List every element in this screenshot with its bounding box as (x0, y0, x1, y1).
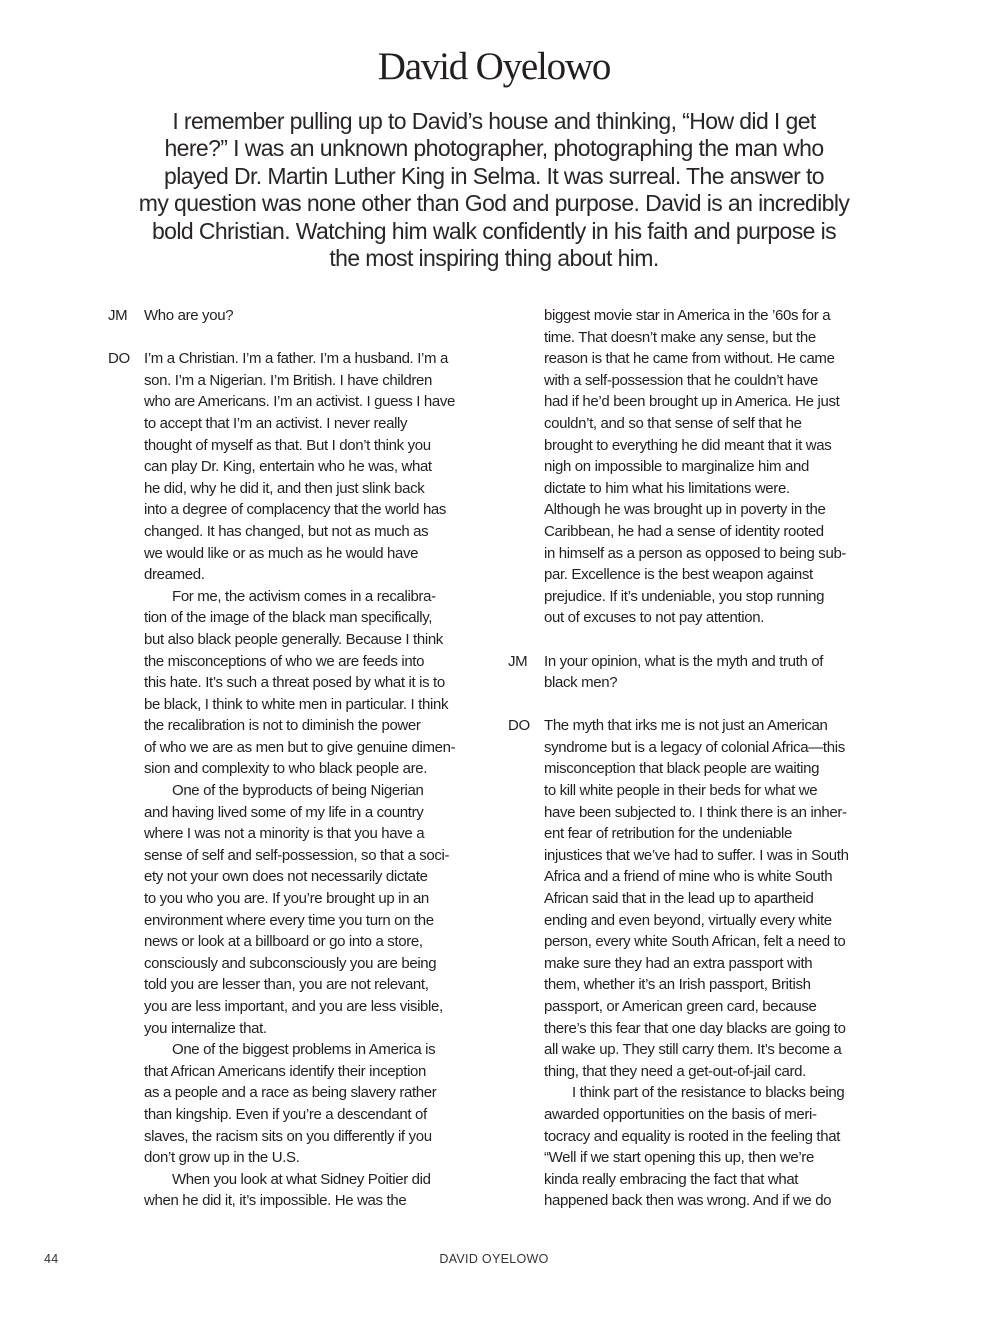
text-line: biggest movie star in America in the ’60s for a (544, 307, 831, 324)
text-line: I think part of the resistance to blacks being (572, 1084, 845, 1102)
text-line: sense of self and self-possession, so that a soci- (144, 846, 450, 864)
text-line: of who we are as men but to give genuine dimen- (144, 738, 456, 756)
text-line: black men? (544, 674, 618, 692)
text-line: happened back then was wrong. And if we do (544, 1192, 832, 1210)
qa-block (108, 348, 488, 1212)
text-line: For me, the activism comes in a recalibra- (172, 587, 436, 605)
text-line: all wake up. They still carry them. It’s become a (544, 1041, 842, 1059)
text-line: changed. It has changed, but not as much as (144, 522, 429, 540)
text-line: you internalize that. (144, 1019, 267, 1037)
text-line: prejudice. If it’s undeniable, you stop running (544, 587, 825, 605)
intro-line: played Dr. Martin Luther King in Selma. It was surreal. The answer to (164, 162, 824, 189)
intro-line: here?” I was an unknown photographer, photographing the man who (164, 135, 824, 162)
qa-block (508, 305, 888, 629)
page-number: 44 (44, 1252, 59, 1266)
text-line: sion and complexity to who black people are. (144, 760, 428, 778)
intro-line: I remember pulling up to David’s house and thinking, “How did I get (172, 108, 816, 134)
text-line: the recalibration is not to diminish the power (144, 717, 421, 735)
paragraph (544, 651, 888, 694)
speaker-label: DO (508, 717, 530, 735)
text-line: the misconceptions of who we are feeds into (144, 652, 425, 670)
text-line: One of the biggest problems in America is (172, 1041, 436, 1059)
text-line: kinda really embracing the fact that what (544, 1170, 799, 1188)
text-line: In your opinion, what is the myth and truth of (544, 652, 824, 670)
text-line: ending and even beyond, virtually every white (544, 911, 832, 929)
paragraph (144, 586, 488, 780)
intro-line: bold Christian. Watching him walk confidently in his faith and purpose is (151, 217, 837, 244)
text-line: to you who you are. If you’re brought up in an (144, 890, 429, 908)
text-line: One of the byproducts of being Nigerian (172, 782, 424, 800)
text-line: nigh on impossible to marginalize him and (544, 458, 809, 476)
text-line: dreamed. (144, 566, 205, 584)
text-line: he did, why he did it, and then just slink back (144, 479, 425, 497)
text-line: tocracy and equality is rooted in the feeling that (544, 1127, 841, 1145)
page-title: David Oyelowo (377, 45, 611, 88)
text-line: thought of myself as that. But I don’t think you (144, 436, 431, 454)
text-line: to kill white people in their beds for what we (544, 782, 818, 800)
text-line: when he did it, it’s impossible. He was the (144, 1192, 407, 1210)
text-line: son. I’m a Nigerian. I’m British. I have children (144, 371, 432, 389)
text-line: I’m a Christian. I’m a father. I’m a husband. I’m a (144, 350, 448, 368)
text-line: can play Dr. King, entertain who he was, what (144, 458, 432, 476)
text-line: to accept that I’m an activist. I never really (144, 414, 408, 432)
paragraph (144, 305, 488, 327)
text-line: person, every white South African, felt a need to (544, 933, 846, 951)
text-line: you are less important, and you are less visible, (144, 998, 443, 1015)
text-line: don’t grow up in the U.S. (144, 1149, 300, 1167)
intro-line: the most inspiring thing about him. (329, 245, 659, 272)
qa-block (508, 715, 888, 1212)
text-line: make sure they had an extra passport with (544, 954, 813, 972)
text-line: there’s this fear that one day blacks are going to (544, 1019, 846, 1037)
text-line: brought to everything he did meant that it was (544, 436, 832, 454)
text-line: par. Excellence is the best weapon against (544, 566, 813, 584)
text-line: slaves, the racism sits on you differently if you (144, 1127, 432, 1145)
text-line: tion of the image of the black man specifically, (144, 609, 433, 627)
text-line: had if he’d been brought up in America. He just (544, 393, 840, 411)
text-line: reason is that he came from without. He came (544, 350, 835, 368)
paragraph (144, 780, 488, 1039)
paragraph (544, 715, 888, 1082)
qa-block (108, 305, 488, 327)
paragraph (144, 1169, 488, 1212)
paragraph (544, 1082, 888, 1212)
text-line: Who are you? (144, 307, 234, 324)
text-line: syndrome but is a legacy of colonial Africa—this (544, 738, 845, 756)
intro-text (0, 108, 988, 272)
speaker-label: JM (108, 307, 128, 324)
text-line: misconception that black people are waiting (544, 760, 820, 778)
text-line: who are Americans. I’m an activist. I guess I have (144, 393, 455, 411)
text-line: but also black people generally. Because I think (144, 630, 443, 648)
text-line: have been subjected to. I think there is an inher- (544, 803, 847, 821)
speaker-label: JM (508, 652, 528, 670)
text-line: out of excuses to not pay attention. (544, 609, 765, 627)
text-line: Africa and a friend of mine who is white South (544, 868, 833, 886)
text-line: news or look at a billboard or go into a store, (144, 933, 423, 951)
text-line: them, whether it’s an Irish passport, British (544, 976, 811, 994)
text-line: we would like or as much as he would have (144, 544, 419, 562)
right-column (508, 305, 888, 1234)
intro-line: my question was none other than God and purpose. David is an incredibly (138, 190, 850, 217)
text-line: ent fear of retribution for the undeniable (544, 825, 792, 843)
text-line: awarded opportunities on the basis of meri- (544, 1105, 817, 1123)
text-line: Caribbean, he had a sense of identity rooted (544, 522, 824, 540)
text-line: where I was not a minority is that you have a (144, 825, 425, 843)
text-line: dictate to him what his limitations were. (544, 479, 790, 497)
text-line: into a degree of complacency that the world has (144, 501, 447, 519)
text-line: ety not your own does not necessarily dictate (144, 868, 428, 886)
text-line: The myth that irks me is not just an American (544, 717, 828, 735)
text-line: couldn’t, and so that sense of self that he (544, 414, 802, 432)
text-line: “Well if we start opening this up, then we’re (544, 1149, 814, 1167)
text-line: injustices that we’ve had to suffer. I was in South (544, 846, 849, 864)
text-line: in himself as a person as opposed to being sub- (544, 544, 847, 562)
text-line: this hate. It’s such a threat posed by what it is to (144, 674, 445, 692)
paragraph (144, 1039, 488, 1169)
text-line: time. That doesn’t make any sense, but the (544, 328, 816, 346)
qa-block (508, 651, 888, 694)
paragraph (144, 348, 488, 586)
running-head: DAVID OYELOWO (439, 1252, 549, 1266)
left-column (108, 305, 488, 1234)
text-line: that African Americans identify their inception (144, 1062, 427, 1080)
text-line: passport, or American green card, because (544, 998, 817, 1015)
text-line: When you look at what Sidney Poitier did (172, 1170, 431, 1188)
text-line: and having lived some of my life in a country (144, 803, 424, 821)
paragraph (544, 305, 888, 629)
text-line: than kingship. Even if you’re a descendant of (144, 1105, 427, 1123)
text-line: environment where every time you turn on the (144, 911, 434, 929)
text-line: Although he was brought up in poverty in the (544, 501, 826, 519)
text-line: African said that in the lead up to apartheid (544, 890, 814, 908)
text-line: told you are lesser than, you are not relevant, (144, 976, 429, 994)
text-line: with a self-possession that he couldn’t have (544, 371, 818, 389)
text-line: be black, I think to white men in particular. I think (144, 695, 449, 713)
text-line: as a people and a race as being slavery rather (144, 1084, 437, 1102)
text-line: thing, that they need a get-out-of-jail card. (544, 1062, 806, 1080)
speaker-label: DO (108, 350, 130, 368)
text-line: consciously and subconsciously you are being (144, 954, 437, 972)
